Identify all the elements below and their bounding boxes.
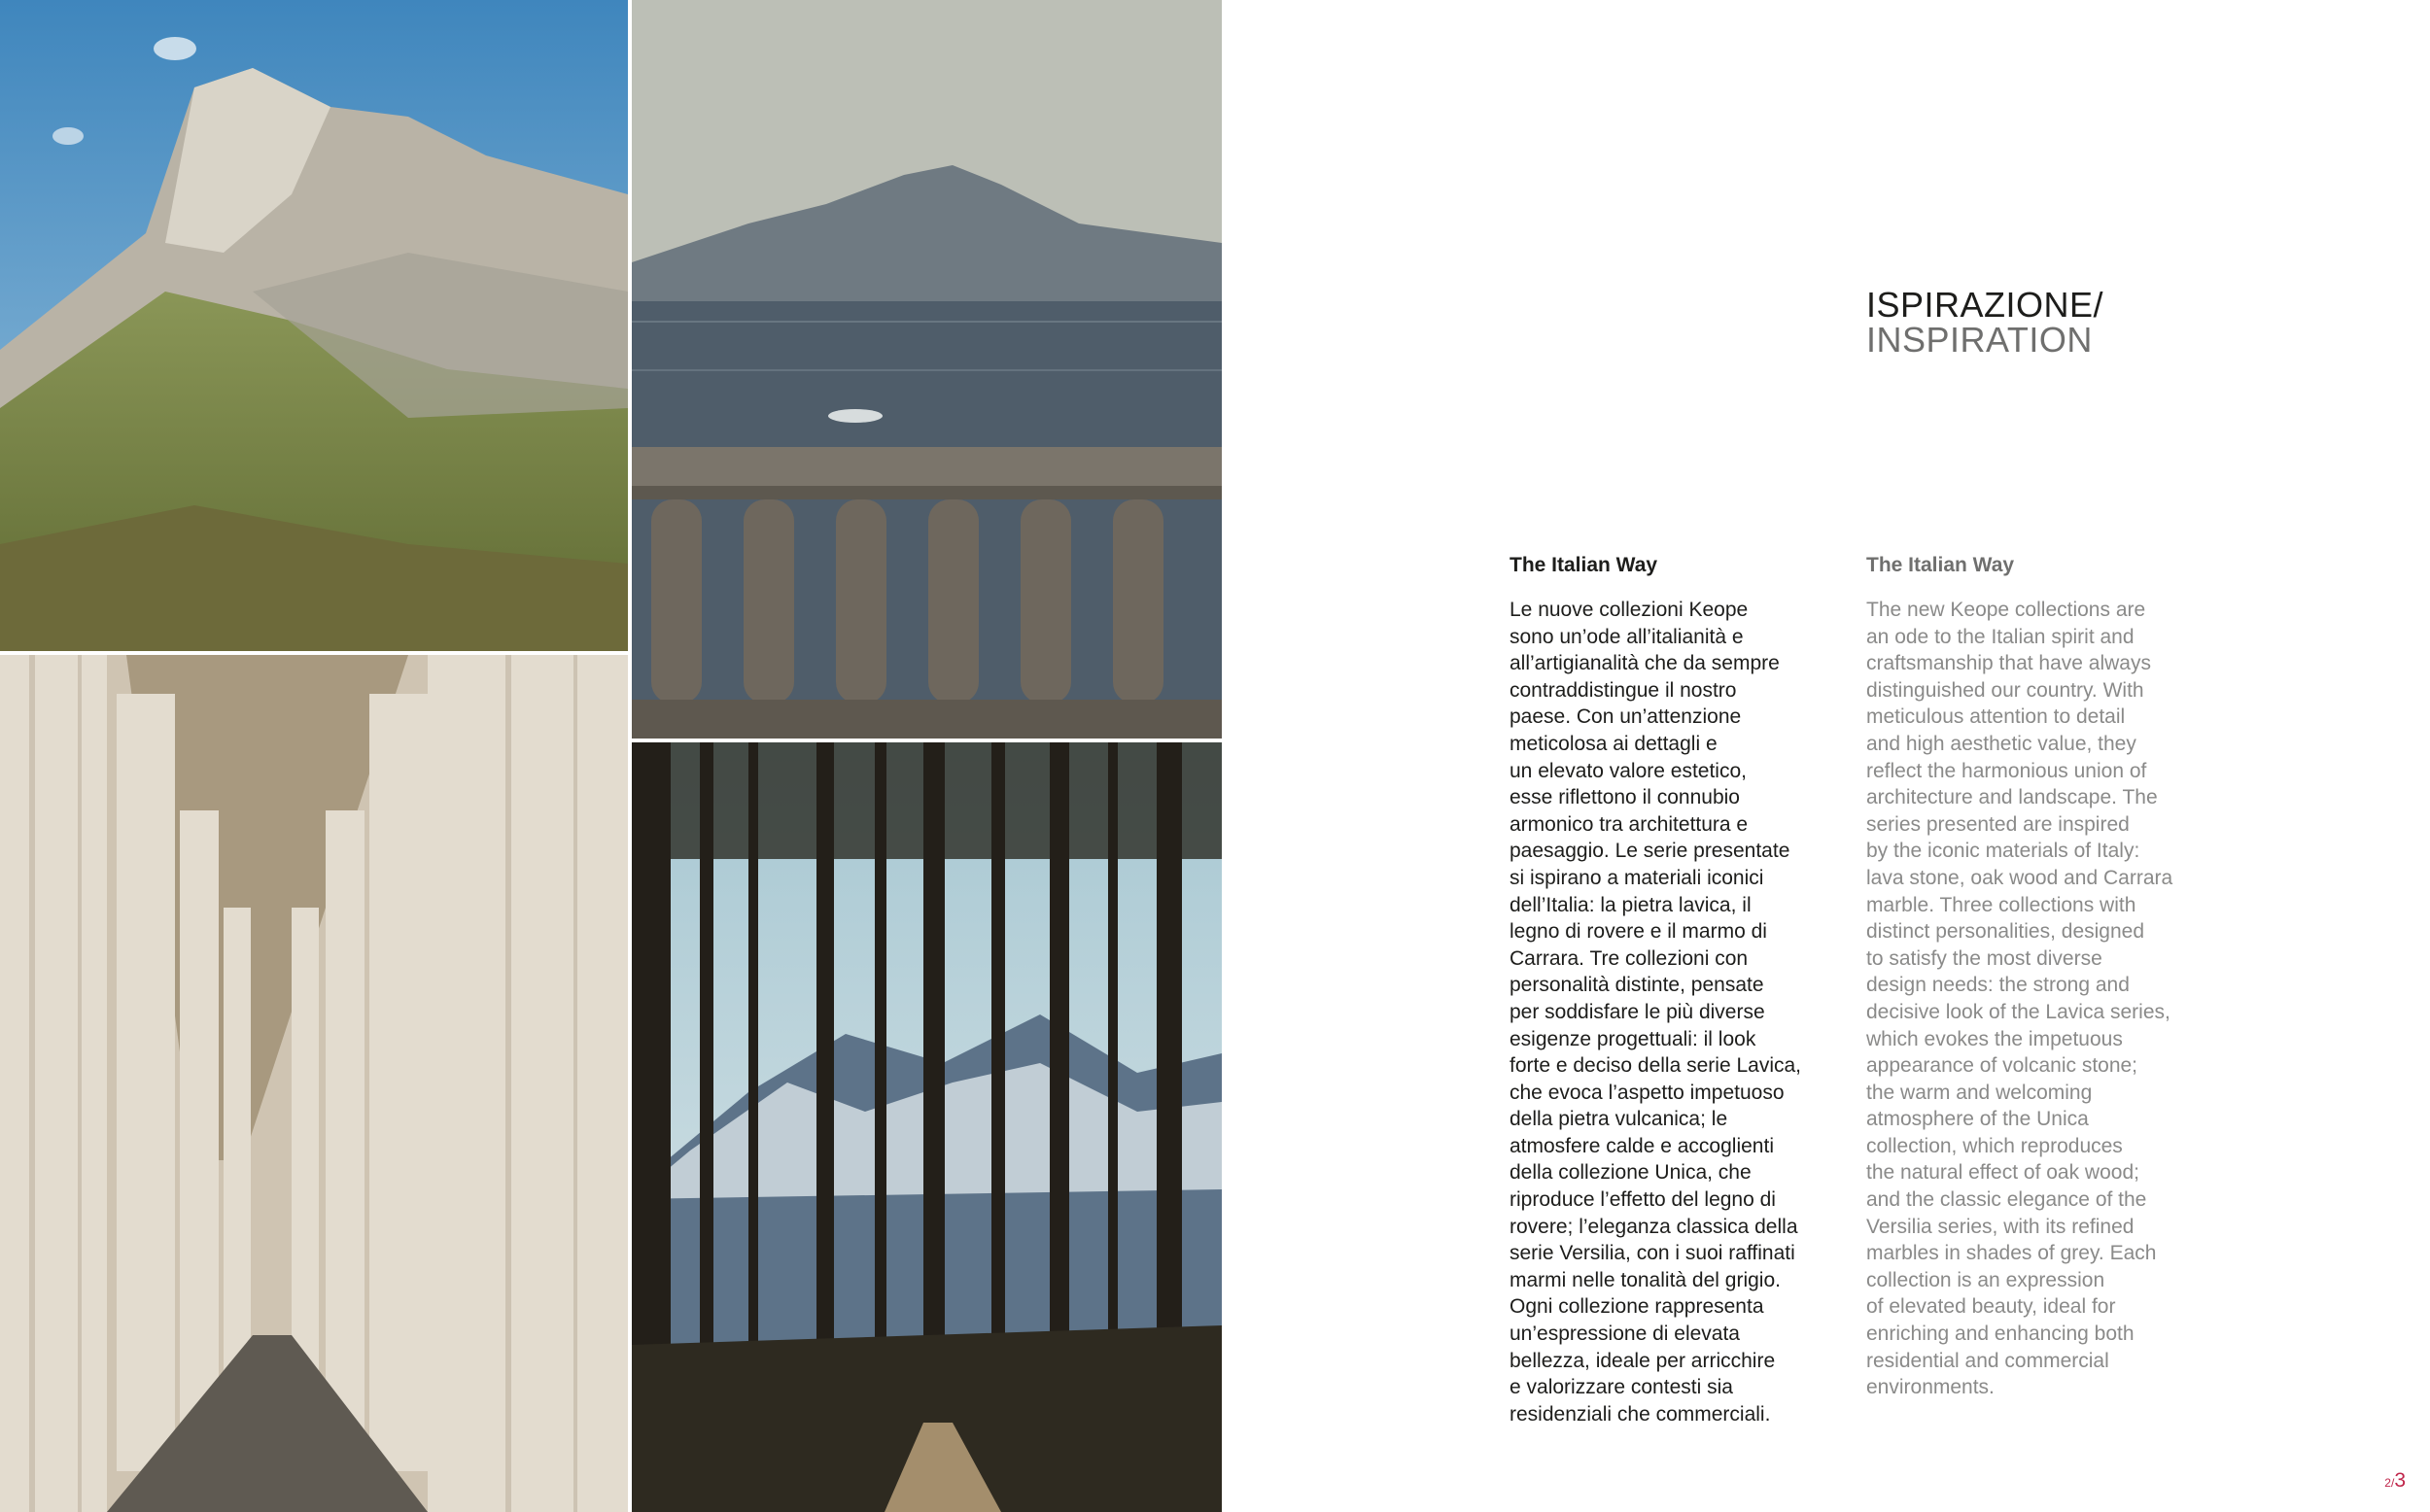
body-english: The new Keope collections are an ode to the Italian spirit and craftsmanship that have always distinguished our country. With meticulous attention to detail and high aesthetic value, they reflect the harmonious union of architecture and landscape. The series presented are inspired by the iconic materials of Italy: lava stone, oak wood and Carrara marble. Three collections with distinct personalities, designed to satisfy the most diverse design needs: the strong and decisive look of the Lavica series, which evokes the impetuous appearance of volcanic stone; the warm and welcoming atmosphere of the Unica collection, which reproduces the natural effect of oak wood; and the classic elegance of the Versilia series, with its refined marbles in shades of grey. Each collection is an expression of elevated beauty, ideal for enriching and enhancing both residential and commercial environments. (1866, 599, 2173, 1399)
column-italian (1510, 552, 1840, 1427)
page-number (2384, 1469, 2406, 1493)
photo-forest (632, 742, 1222, 1512)
section-title (1866, 285, 2104, 360)
photo-mountain (0, 0, 628, 651)
page-number-prefix: 2/ (2384, 1476, 2395, 1490)
body-italian: Le nuove collezioni Keope sono un’ode all’italianità e all’artigianalità che da sempre contraddistingue il nostro paese. Con un’attenzione meticolosa ai dettagli e un elevato valore estetico, esse riflettono il connubio armonico tra architettura e paesaggio. Le serie presentate si ispirano a materiali iconici dell’Italia: la pietra lavica, il legno di rovere e il marmo di Carrara. Tre collezioni con personalità distinte, pensate per soddisfare le più diverse esigenze progettuali: il look forte e deciso della serie Lavica, che evoca l’aspetto impetuoso della pietra vulcanica; le atmosfere calde e accoglienti della collezione Unica, che riproduce l’effetto del legno di rovere; l’eleganza classica della serie Versilia, con i suoi raffinati marmi nelle tonalità del grigio. Ogni collezione rappresenta un’espressione di elevata bellezza, ideale per arricchire e valorizzare contesti sia residenziali che commerciali. (1510, 599, 1801, 1426)
heading-italian: The Italian Way (1510, 554, 1658, 576)
title-english: INSPIRATION (1866, 320, 2093, 360)
photo-colonnade (0, 655, 628, 1512)
heading-english: The Italian Way (1866, 554, 2015, 576)
title-italian: ISPIRAZIONE/ (1866, 285, 2104, 325)
page-number-value: 3 (2394, 1469, 2406, 1492)
photo-sea-balustrade (632, 0, 1222, 739)
column-english (1866, 552, 2197, 1401)
